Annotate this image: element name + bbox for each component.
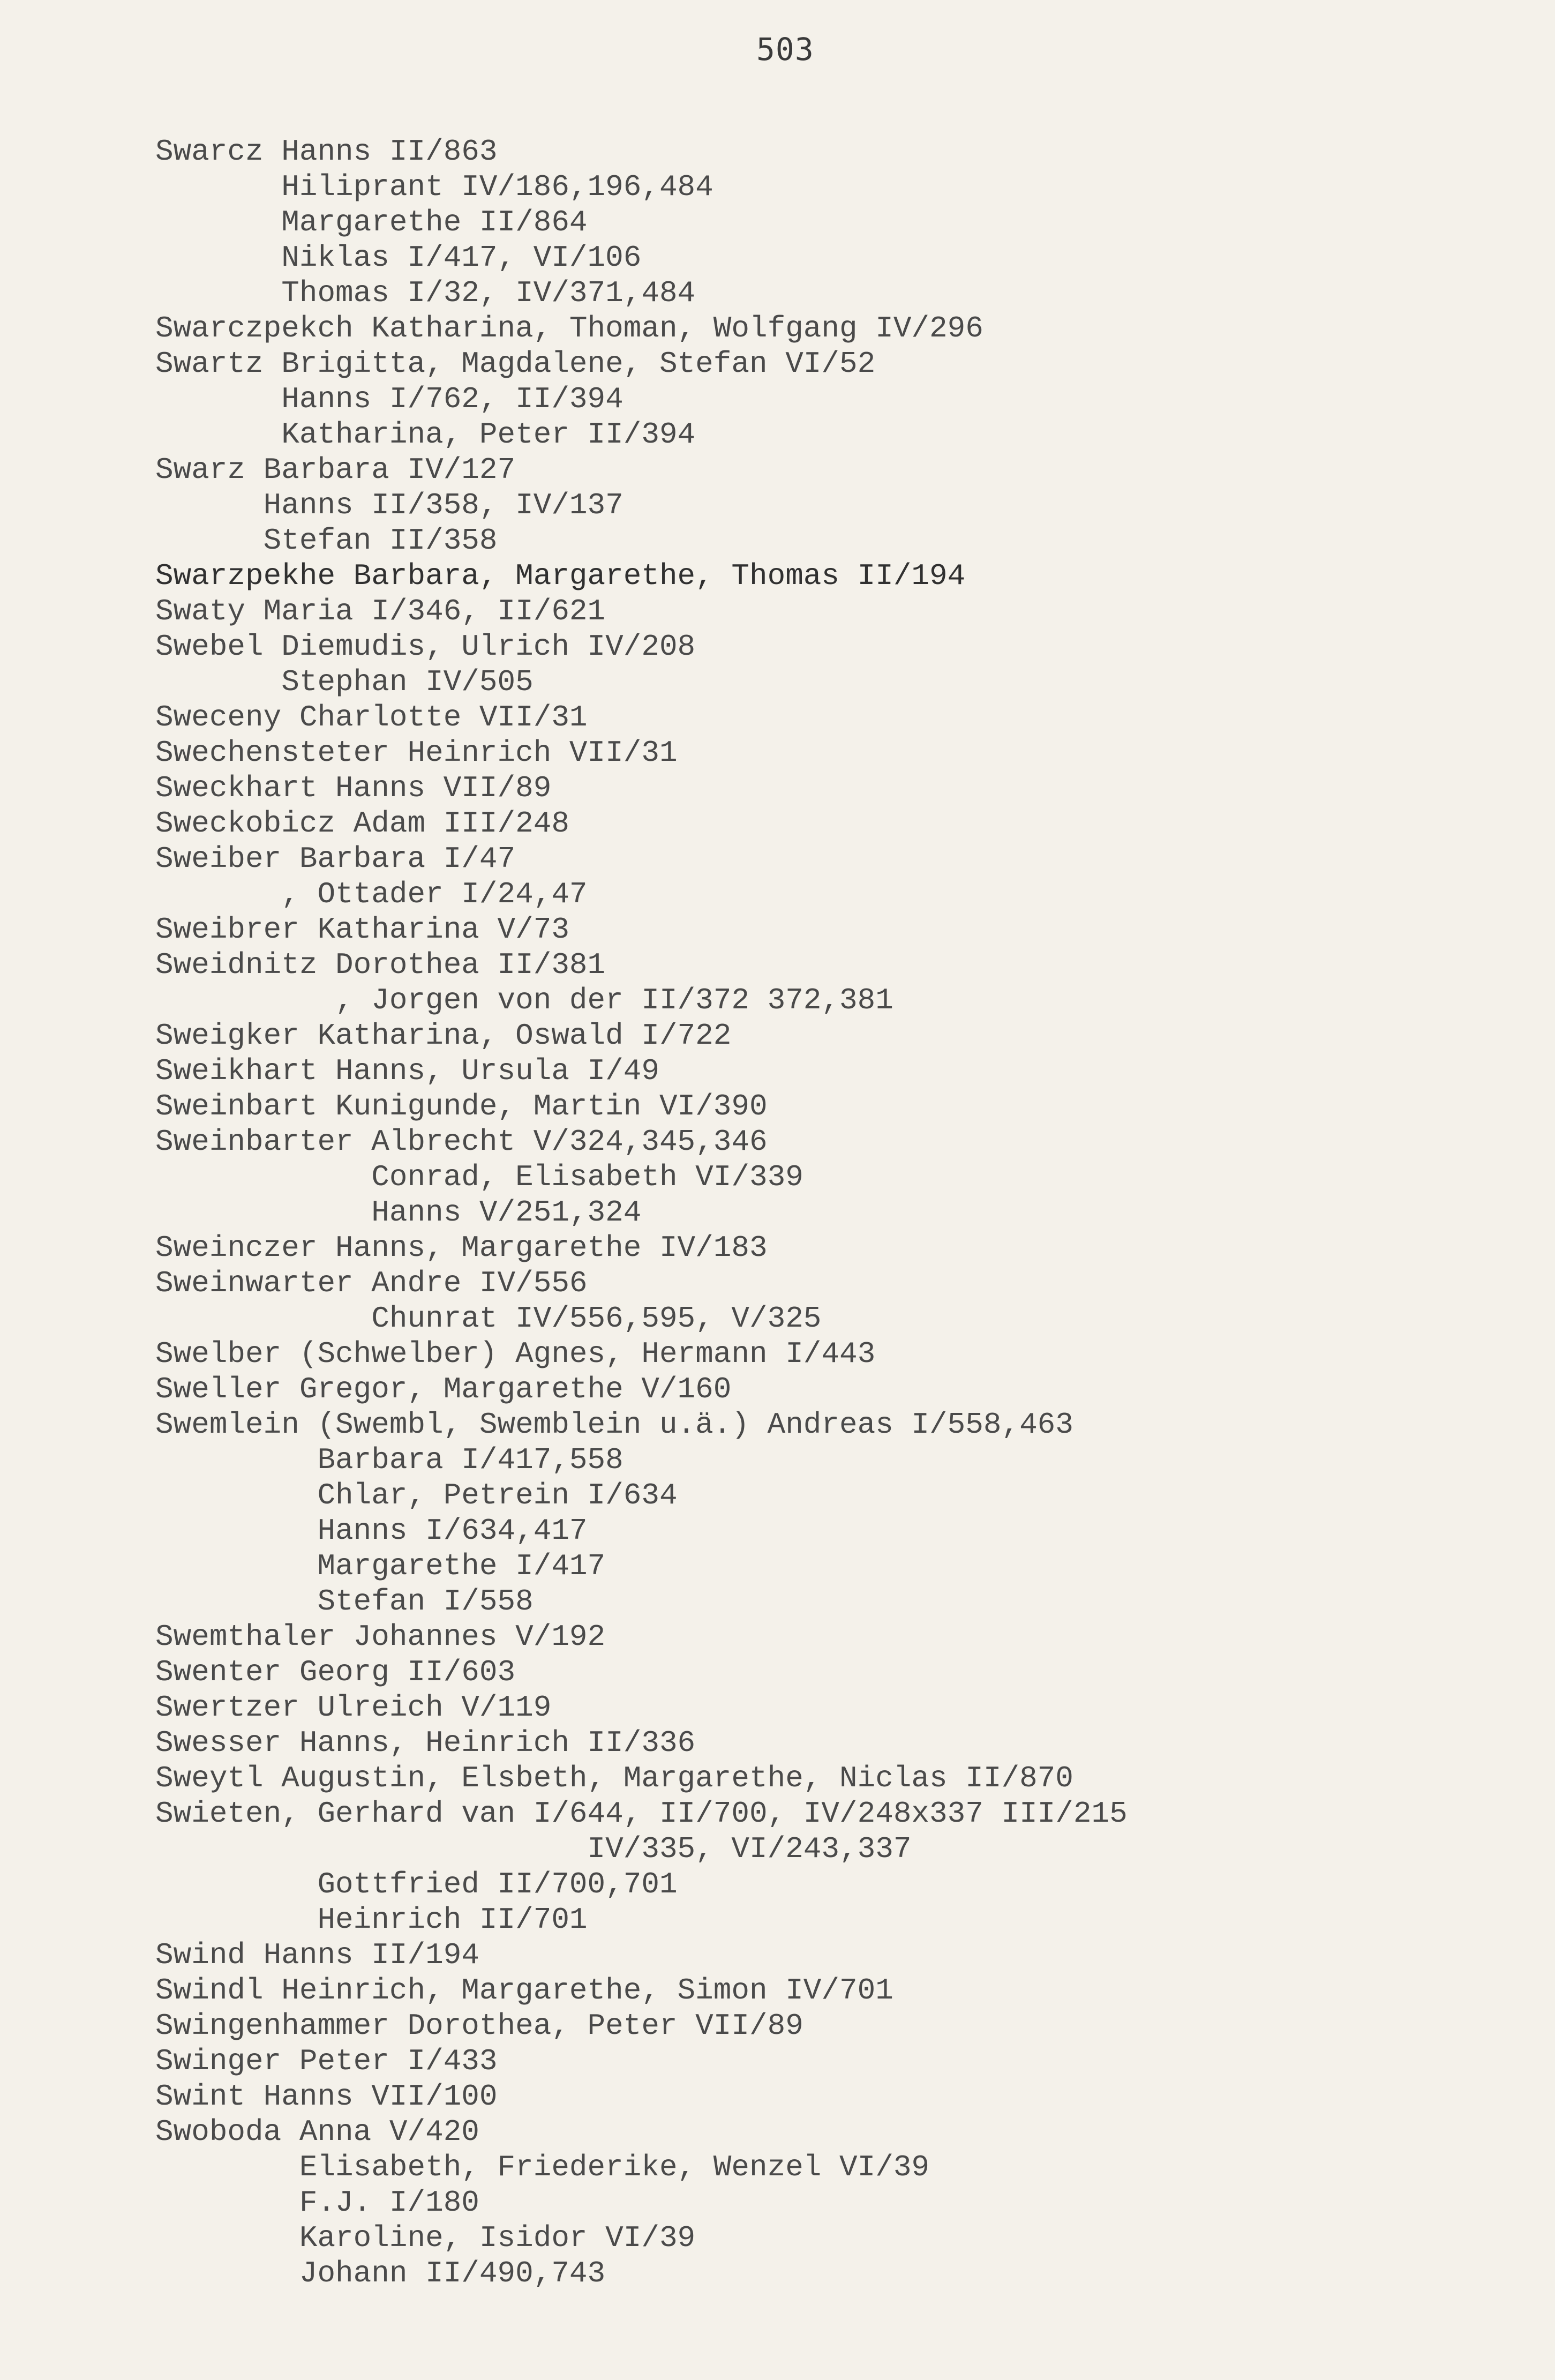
index-line-57: Swoboda Anna V/420 [155, 2115, 479, 2149]
index-line-21: Sweiber Barbara I/47 [155, 842, 516, 876]
index-line-32: Sweinczer Hanns, Margarethe IV/183 [155, 1231, 768, 1265]
index-line-47: Sweytl Augustin, Elsbeth, Margarethe, Niclas II/870 [155, 1761, 1073, 1795]
index-line-29: Sweinbarter Albrecht V/324,345,346 [155, 1125, 768, 1159]
index-line-43: Swemthaler Johannes V/192 [155, 1620, 606, 1654]
index-line-49: IV/335, VI/243,337 [155, 1832, 912, 1866]
index-line-2: Hiliprant IV/186,196,484 [155, 170, 713, 204]
index-line-18: Swechensteter Heinrich VII/31 [155, 736, 678, 770]
index-line-31: Hanns V/251,324 [155, 1195, 642, 1230]
index-line-26: Sweigker Katharina, Oswald I/722 [155, 1019, 732, 1053]
index-line-28: Sweinbart Kunigunde, Martin VI/390 [155, 1089, 768, 1124]
index-line-15: Swebel Diemudis, Ulrich IV/208 [155, 630, 696, 664]
index-line-22: , Ottader I/24,47 [155, 877, 588, 911]
page-number: 503 [756, 31, 814, 68]
index-line-6: Swarczpekch Katharina, Thoman, Wolfgang IV/296 [155, 311, 983, 346]
index-line-40: Hanns I/634,417 [155, 1514, 588, 1548]
index-line-48: Swieten, Gerhard van I/644, II/700, IV/248x337 III/215 [155, 1797, 1128, 1831]
index-line-42: Stefan I/558 [155, 1584, 534, 1619]
index-line-19: Sweckhart Hanns VII/89 [155, 771, 552, 805]
index-line-17: Sweceny Charlotte VII/31 [155, 700, 588, 735]
index-line-27: Sweikhart Hanns, Ursula I/49 [155, 1054, 659, 1088]
index-line-50: Gottfried II/700,701 [155, 1867, 678, 1902]
index-line-5: Thomas I/32, IV/371,484 [155, 276, 696, 310]
index-line-24: Sweidnitz Dorothea II/381 [155, 948, 606, 982]
index-line-56: Swint Hanns VII/100 [155, 2079, 498, 2114]
index-line-23: Sweibrer Katharina V/73 [155, 912, 569, 947]
index-line-37: Swemlein (Swembl, Swemblein u.ä.) Andreas I/558,463 [155, 1408, 1073, 1442]
index-line-10: Swarz Barbara IV/127 [155, 453, 516, 487]
index-line-61: Johann II/490,743 [155, 2256, 606, 2291]
index-line-52: Swind Hanns II/194 [155, 1938, 479, 1972]
index-line-46: Swesser Hanns, Heinrich II/336 [155, 1726, 696, 1760]
index-line-45: Swertzer Ulreich V/119 [155, 1690, 552, 1725]
index-line-3: Margarethe II/864 [155, 205, 588, 240]
index-line-33: Sweinwarter Andre IV/556 [155, 1266, 588, 1300]
index-line-7: Swartz Brigitta, Magdalene, Stefan VI/52 [155, 347, 876, 381]
index-line-34: Chunrat IV/556,595, V/325 [155, 1301, 822, 1336]
index-line-44: Swenter Georg II/603 [155, 1655, 516, 1689]
index-line-12: Stefan II/358 [155, 523, 498, 558]
index-line-16: Stephan IV/505 [155, 665, 534, 699]
index-line-20: Sweckobicz Adam III/248 [155, 806, 569, 841]
index-line-30: Conrad, Elisabeth VI/339 [155, 1160, 803, 1194]
index-line-8: Hanns I/762, II/394 [155, 382, 623, 416]
index-line-39: Chlar, Petrein I/634 [155, 1478, 678, 1513]
index-line-9: Katharina, Peter II/394 [155, 417, 696, 452]
index-line-36: Sweller Gregor, Margarethe V/160 [155, 1372, 732, 1406]
index-line-51: Heinrich II/701 [155, 1903, 588, 1937]
index-line-14: Swaty Maria I/346, II/621 [155, 594, 606, 628]
index-line-38: Barbara I/417,558 [155, 1443, 623, 1477]
index-line-4: Niklas I/417, VI/106 [155, 241, 642, 275]
index-line-54: Swingenhammer Dorothea, Peter VII/89 [155, 2009, 803, 2043]
index-line-59: F.J. I/180 [155, 2186, 479, 2220]
index-line-1: Swarcz Hanns II/863 [155, 134, 498, 169]
index-line-35: Swelber (Schwelber) Agnes, Hermann I/443 [155, 1337, 876, 1371]
index-line-25: , Jorgen von der II/372 372,381 [155, 983, 893, 1017]
index-line-13: Swarzpekhe Barbara, Margarethe, Thomas II/194 [155, 559, 966, 593]
index-line-58: Elisabeth, Friederike, Wenzel VI/39 [155, 2150, 930, 2184]
index-line-60: Karoline, Isidor VI/39 [155, 2221, 696, 2255]
index-line-55: Swinger Peter I/433 [155, 2044, 498, 2078]
index-line-11: Hanns II/358, IV/137 [155, 488, 623, 522]
name-index-list [155, 134, 1387, 2291]
index-line-53: Swindl Heinrich, Margarethe, Simon IV/701 [155, 1973, 893, 2008]
index-line-41: Margarethe I/417 [155, 1549, 606, 1583]
